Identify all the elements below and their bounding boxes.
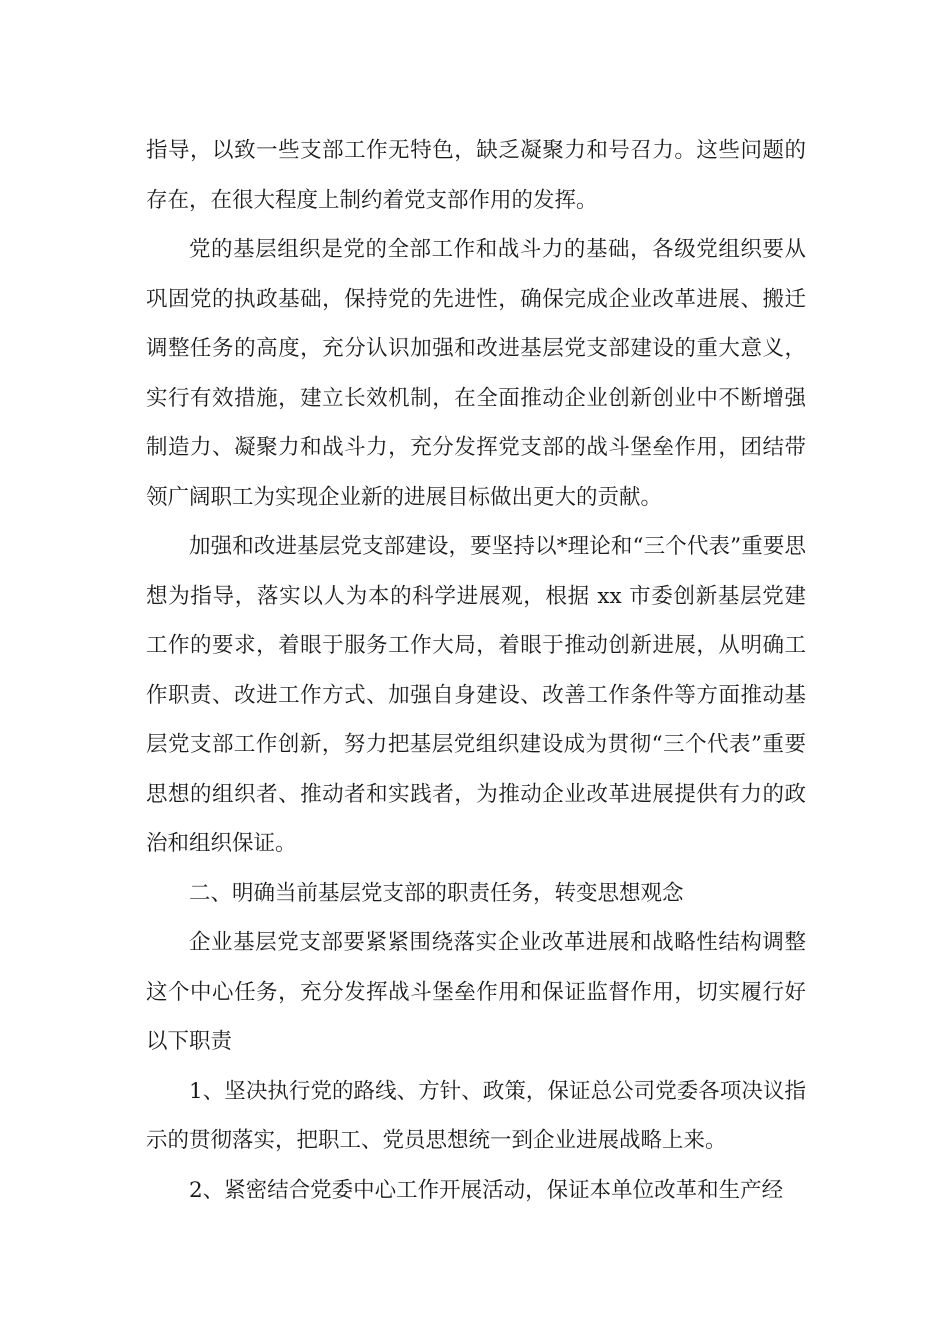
paragraph-duties-intro: 企业基层党支部要紧紧围绕落实企业改革进展和战略性结构调整这个中心任务，充分发挥战斗堡垒作用和保证监督作用，切实履行好以下职责 (146, 930, 806, 1054)
list-item-2: 2、紧密结合党委中心工作开展活动，保证本单位改革和生产经 (189, 1177, 784, 1203)
paragraph-strengthen-branch: 加强和改进基层党支部建设，要坚持以*理论和“三个代表”重要思想为指导，落实以人为本的科学进展观，根据 xx 市委创新基层党建工作的要求，着眼于服务工作大局，着眼于推动创新进展，从明确工作职责、改进工作方式、加强自身建设、改善工作条件等方面推动基层党支部工作创新，努力把基层党组织建设成为贯彻“三个代表”重要思想的组织者、推动者和实践者，为推动企业改革进展提供有力的政治和组织保证。 (146, 534, 806, 856)
list-item-1: 1、坚决执行党的路线、方针、政策，保证总公司党委各项决议指示的贯彻落实，把职工、党员思想统一到企业进展战略上来。 (146, 1078, 806, 1153)
document-body (146, 126, 806, 1215)
paragraph-continuation: 指导，以致一些支部工作无特色，缺乏凝聚力和号召力。这些问题的存在，在很大程度上制约着党支部作用的发挥。 (146, 138, 806, 213)
section-heading-two: 二、明确当前基层党支部的职责任务，转变思想观念 (189, 880, 684, 906)
paragraph-party-foundation: 党的基层组织是党的全部工作和战斗力的基础，各级党组织要从巩固党的执政基础，保持党的先进性，确保完成企业改革进展、搬迁调整任务的高度，充分认识加强和改进基层党支部建设的重大意义，实行有效措施，建立长效机制，在全面推动企业创新创业中不断增强制造力、凝聚力和战斗力，充分发挥党支部的战斗堡垒作用，团结带领广阔职工为实现企业新的进展目标做出更大的贡献。 (146, 237, 806, 510)
